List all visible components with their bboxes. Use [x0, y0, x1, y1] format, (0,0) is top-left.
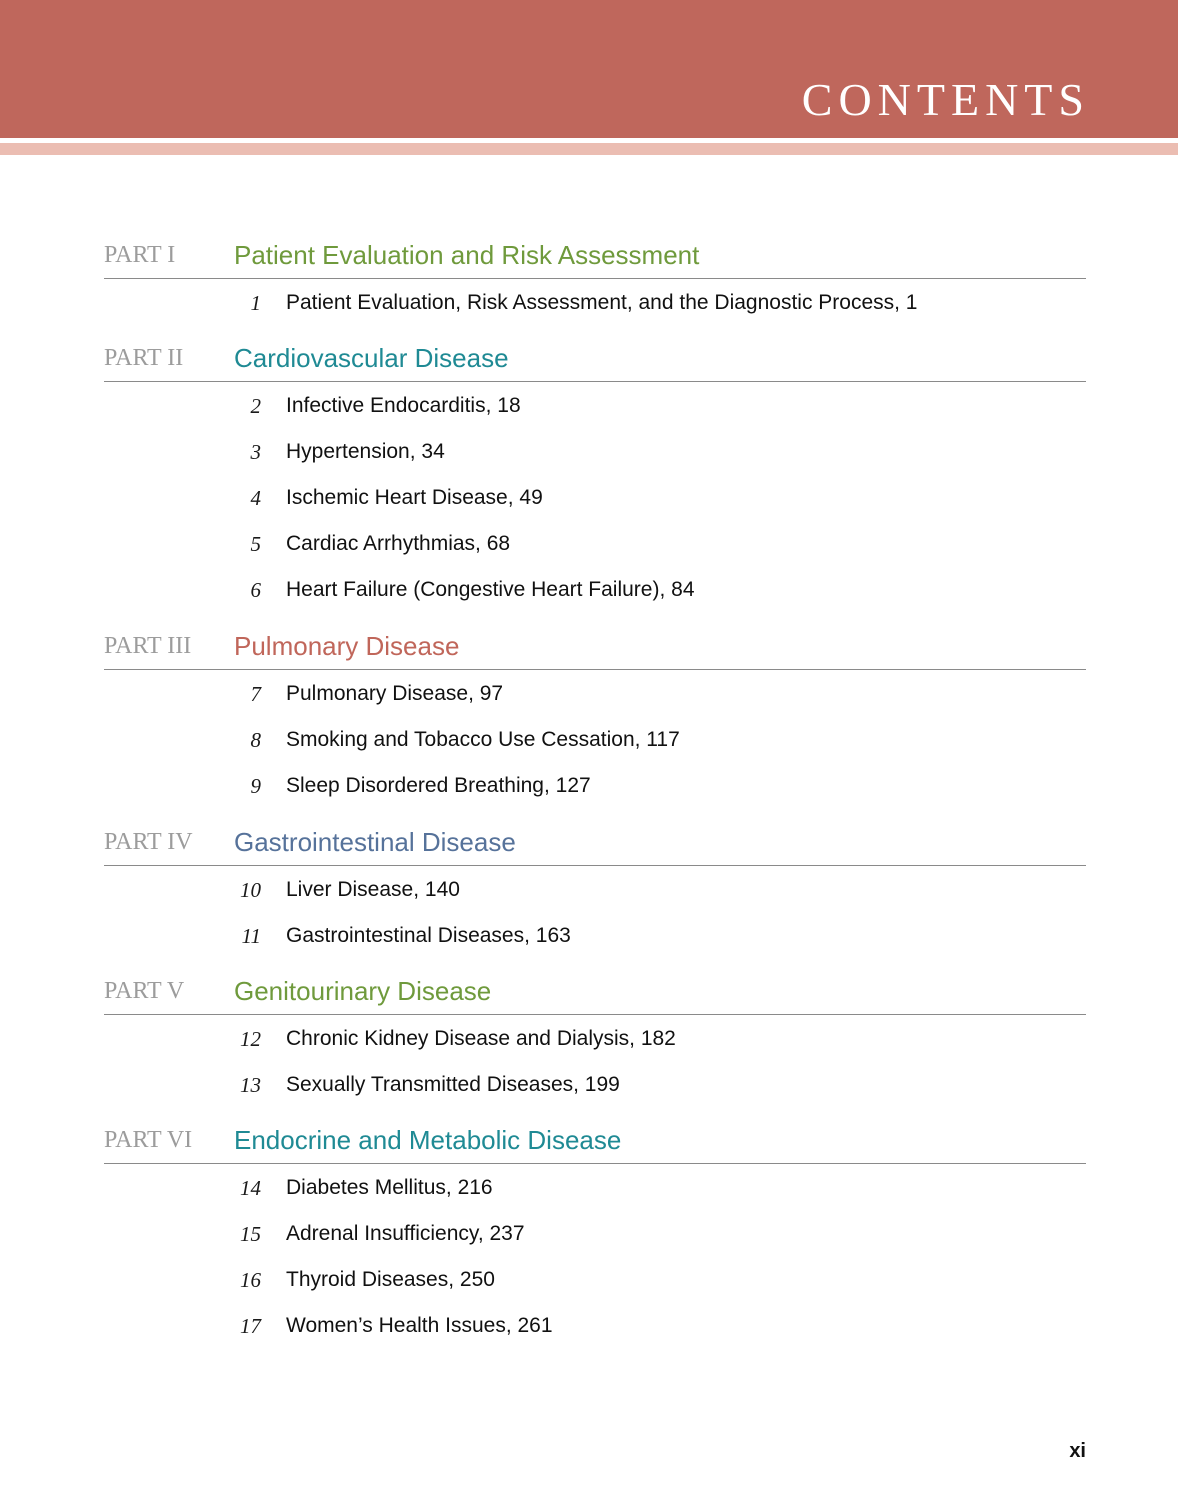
page-number: xi: [1069, 1440, 1086, 1462]
chapter-entry[interactable]: [230, 1173, 1050, 1203]
part-title[interactable]: Genitourinary Disease: [234, 976, 492, 1006]
chapter-number: 9: [250, 774, 261, 798]
chapter-number: 3: [250, 440, 261, 464]
part-title[interactable]: Cardiovascular Disease: [234, 343, 509, 373]
chapter-entry[interactable]: [230, 391, 1050, 421]
part-label: PART VI: [104, 1127, 193, 1153]
chapter-entry[interactable]: [230, 1219, 1050, 1249]
part-header: [104, 825, 1086, 866]
chapter-number: 14: [240, 1176, 261, 1200]
chapter-number: 1: [250, 291, 261, 315]
chapter-title[interactable]: Gastrointestinal Diseases, 163: [286, 924, 571, 947]
chapter-title[interactable]: Liver Disease, 140: [286, 878, 460, 901]
part-title[interactable]: Pulmonary Disease: [234, 631, 460, 661]
part-header: [104, 341, 1086, 382]
part-label: PART II: [104, 345, 184, 371]
chapter-title[interactable]: Adrenal Insufficiency, 237: [286, 1222, 525, 1245]
chapter-number: 10: [240, 878, 261, 902]
chapter-title[interactable]: Hypertension, 34: [286, 440, 445, 463]
chapter-title[interactable]: Sexually Transmitted Diseases, 199: [286, 1073, 620, 1096]
chapter-number: 4: [250, 486, 261, 510]
chapter-entry[interactable]: [230, 575, 1050, 605]
page-title: CONTENTS: [801, 74, 1090, 125]
chapter-title[interactable]: Ischemic Heart Disease, 49: [286, 486, 543, 509]
chapter-entry[interactable]: [230, 1311, 1050, 1341]
part-label: PART V: [104, 978, 185, 1004]
chapter-entry[interactable]: [230, 483, 1050, 513]
chapter-number: 17: [240, 1314, 261, 1338]
chapter-title[interactable]: Women’s Health Issues, 261: [286, 1314, 553, 1337]
chapter-title[interactable]: Sleep Disordered Breathing, 127: [286, 774, 591, 797]
chapter-entry[interactable]: [230, 771, 1050, 801]
chapter-title[interactable]: Smoking and Tobacco Use Cessation, 117: [286, 728, 680, 751]
chapter-number: 12: [240, 1027, 261, 1051]
chapter-title[interactable]: Thyroid Diseases, 250: [286, 1268, 495, 1291]
chapter-number: 6: [250, 578, 261, 602]
chapter-title[interactable]: Chronic Kidney Disease and Dialysis, 182: [286, 1027, 676, 1050]
chapter-title[interactable]: Cardiac Arrhythmias, 68: [286, 532, 511, 555]
part-label: PART IV: [104, 829, 193, 855]
chapter-number: 16: [240, 1268, 261, 1292]
chapter-title[interactable]: Infective Endocarditis, 18: [286, 394, 521, 417]
part-title[interactable]: Endocrine and Metabolic Disease: [234, 1125, 622, 1155]
chapter-title[interactable]: Heart Failure (Congestive Heart Failure), 84: [286, 578, 695, 601]
chapter-number: 7: [250, 682, 261, 706]
part-header: [104, 629, 1086, 670]
chapter-number: 2: [250, 394, 261, 418]
chapter-number: 11: [241, 924, 261, 948]
chapter-entry[interactable]: [230, 529, 1050, 559]
chapter-entry[interactable]: [230, 1024, 1050, 1054]
part-header: [104, 238, 1086, 279]
part-title[interactable]: Patient Evaluation and Risk Assessment: [234, 240, 700, 270]
chapter-entry[interactable]: [230, 725, 1050, 755]
chapter-entry[interactable]: [230, 437, 1050, 467]
chapter-title[interactable]: Pulmonary Disease, 97: [286, 682, 504, 705]
chapter-number: 5: [250, 532, 261, 556]
part-label: PART I: [104, 242, 176, 268]
chapter-number: 8: [250, 728, 261, 752]
chapter-entry[interactable]: [230, 1265, 1050, 1295]
chapter-entry[interactable]: [230, 1070, 1050, 1100]
part-label: PART III: [104, 633, 192, 659]
part-header: [104, 974, 1086, 1015]
part-title[interactable]: Gastrointestinal Disease: [234, 827, 516, 857]
chapter-title[interactable]: Diabetes Mellitus, 216: [286, 1176, 493, 1199]
chapter-number: 15: [240, 1222, 261, 1246]
part-header: [104, 1123, 1086, 1164]
chapter-entry[interactable]: [230, 875, 1050, 905]
chapter-entry[interactable]: [230, 288, 1050, 318]
chapter-number: 13: [240, 1073, 261, 1097]
chapter-entry[interactable]: [230, 679, 1050, 709]
chapter-entry[interactable]: [230, 921, 1050, 951]
chapter-title[interactable]: Patient Evaluation, Risk Assessment, and the Diagnostic Process, 1: [286, 291, 918, 314]
